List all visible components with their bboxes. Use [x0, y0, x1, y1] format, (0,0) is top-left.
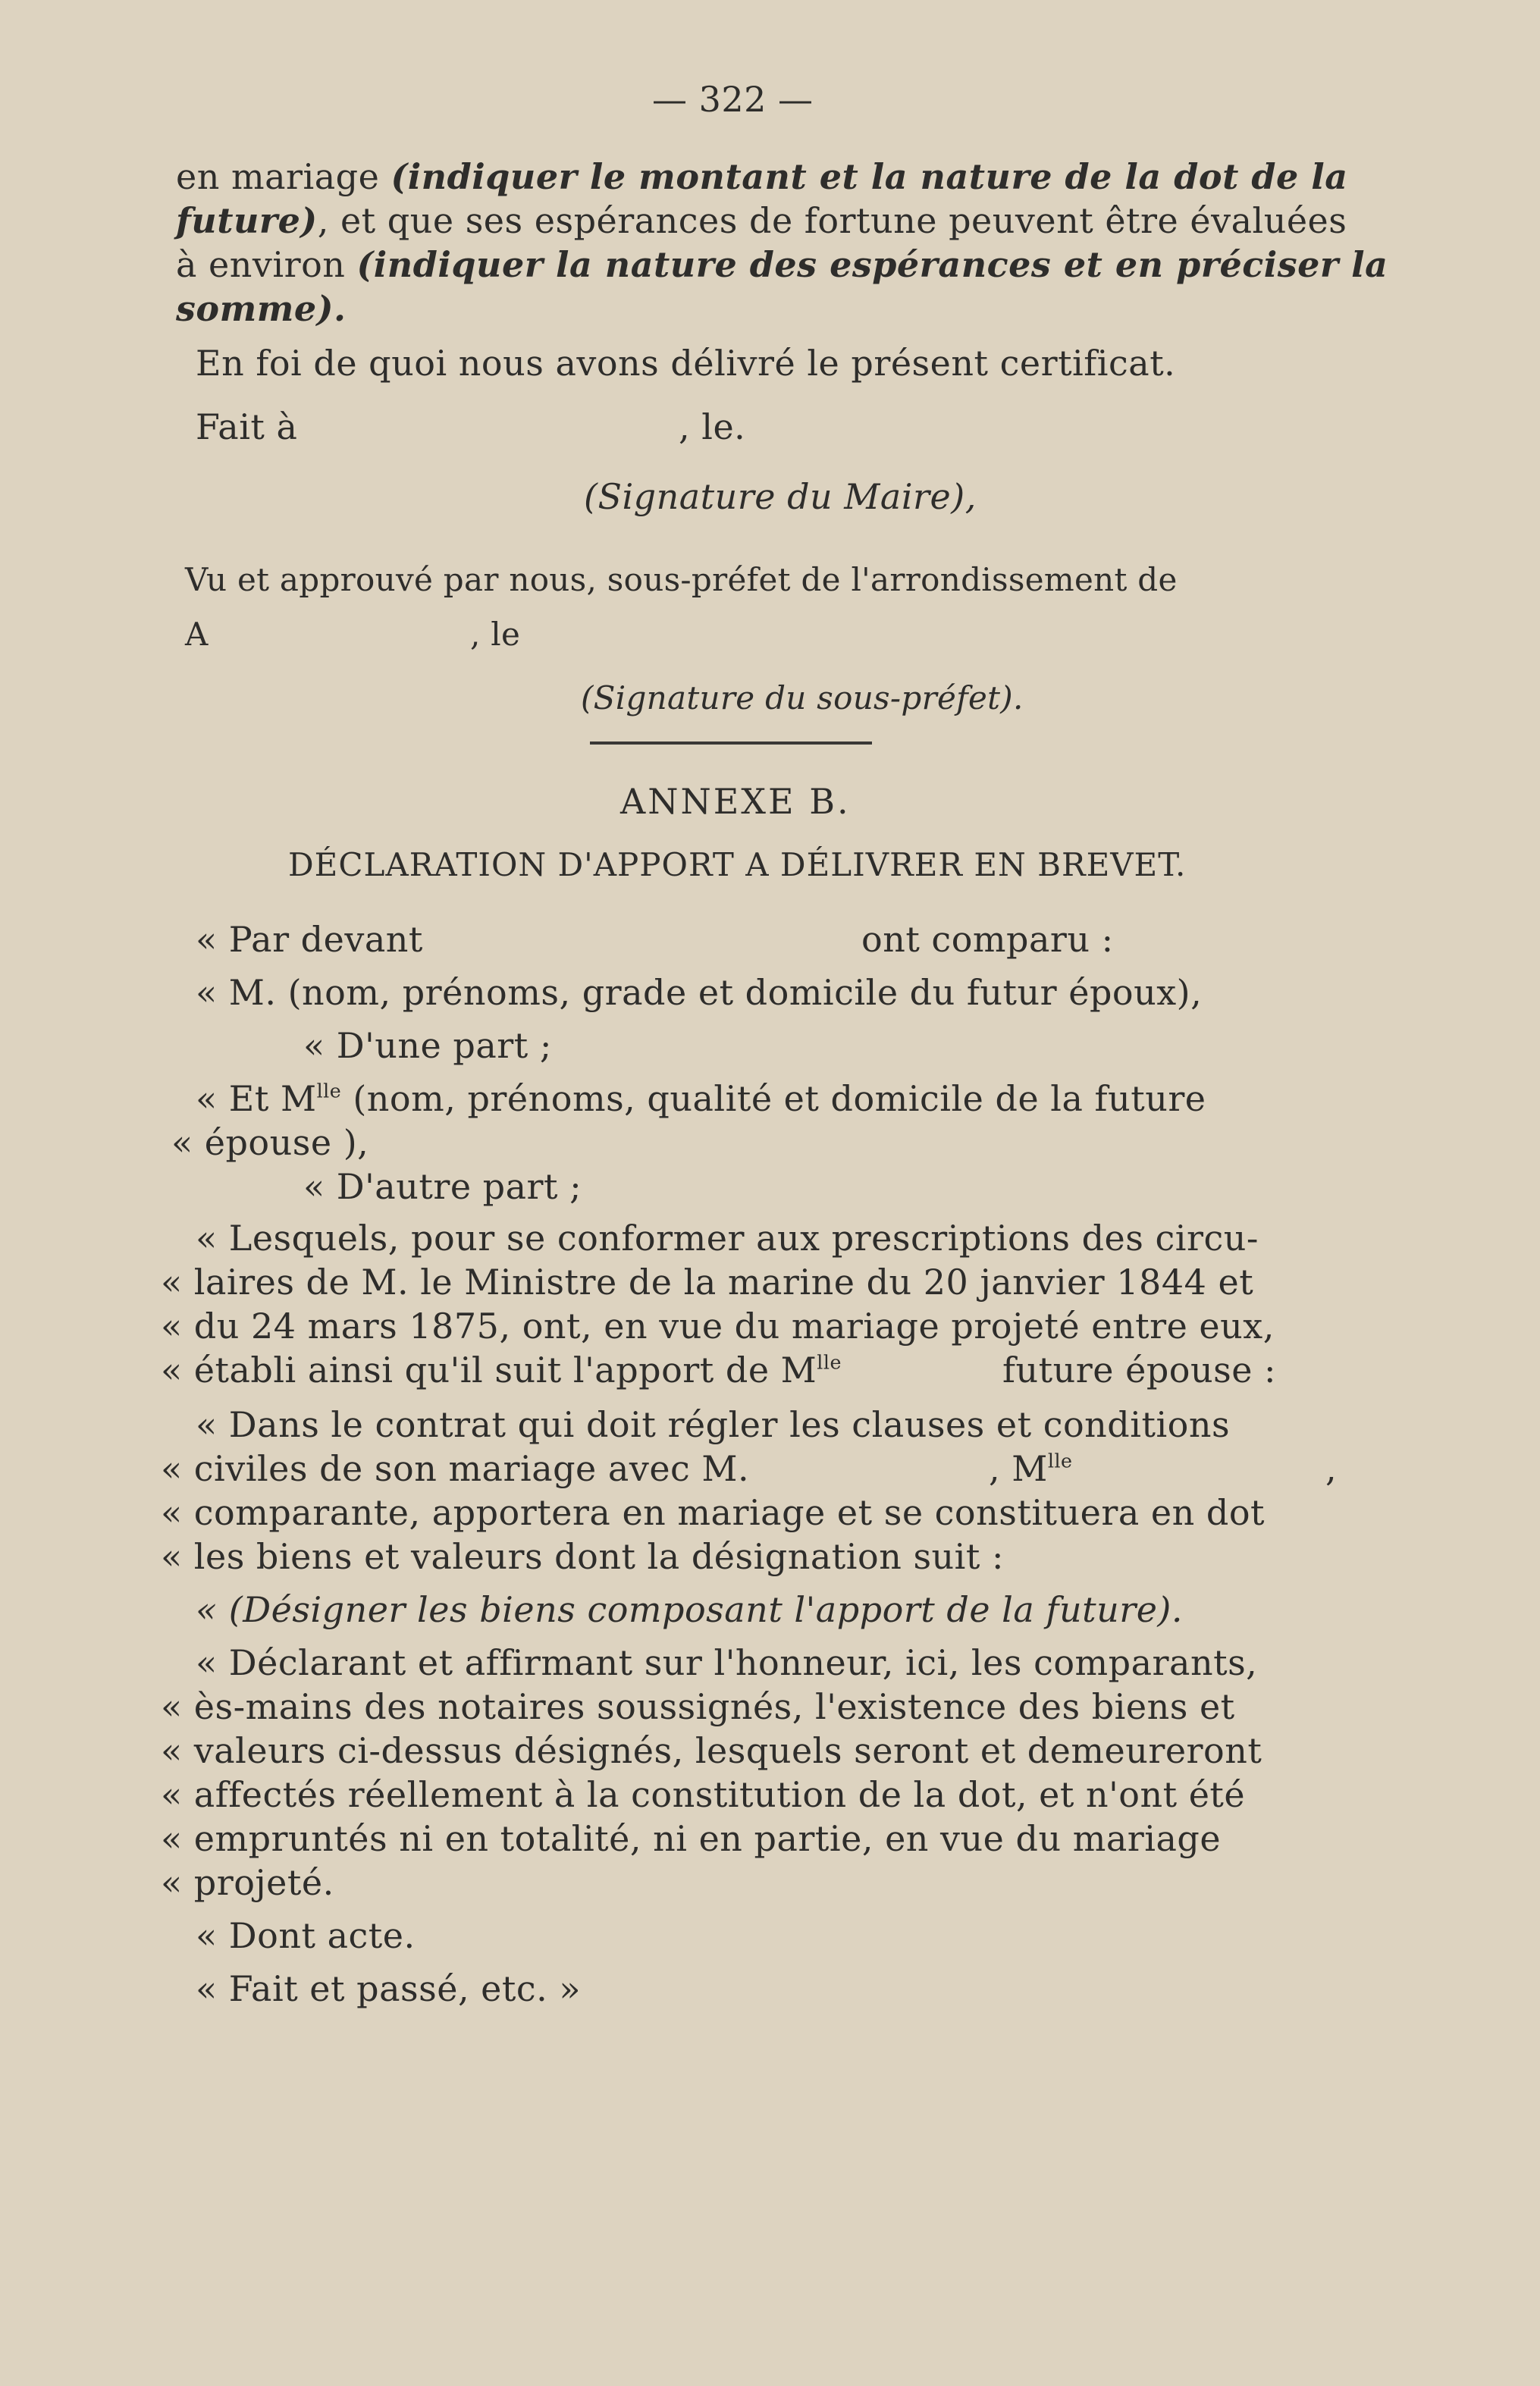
vu-approuve-line: Vu et approuvé par nous, sous-préfet de l'arrondissement de: [185, 561, 1178, 598]
page-number: — 322 —: [652, 79, 814, 120]
decl-line: « comparante, apportera en mariage et se constituera en dot: [161, 1492, 1266, 1533]
decl-line: [989, 1448, 1073, 1489]
decl-line: « Dans le contrat qui doit régler les clauses et conditions: [196, 1404, 1231, 1445]
decl-line: « Lesquels, pour se conformer aux prescriptions des circu-: [196, 1218, 1259, 1259]
vu-a-label: A: [185, 616, 209, 653]
text-run: « Et M: [196, 1078, 317, 1119]
superscript: lle: [1047, 1450, 1073, 1472]
decl-line: ont comparu :: [861, 919, 1114, 960]
text-run: à environ: [176, 244, 357, 285]
divider-rule: [590, 742, 872, 745]
decl-line: « du 24 mars 1875, ont, en vue du mariage projeté entre eux,: [161, 1306, 1275, 1347]
decl-line: « les biens et valeurs dont la désignation suit :: [161, 1536, 1004, 1577]
decl-line: « Déclarant et affirmant sur l'honneur, ici, les comparants,: [196, 1642, 1258, 1683]
decl-line: [161, 1350, 842, 1391]
superscript: lle: [817, 1351, 842, 1374]
fait-a-label: Fait à: [196, 406, 298, 447]
text-run: , et que ses espérances de fortune peuvent être évaluées: [317, 200, 1347, 241]
decl-line: ,: [1325, 1448, 1338, 1489]
decl-line: [196, 1078, 1206, 1119]
text-run: (nom, prénoms, qualité et domicile de la future: [341, 1078, 1206, 1119]
vu-le-label: , le: [470, 616, 521, 653]
decl-line: « civiles de son mariage avec M.: [161, 1448, 750, 1489]
decl-line: « laires de M. le Ministre de la marine du 20 janvier 1844 et: [161, 1262, 1254, 1303]
annex-subtitle: DÉCLARATION D'APPORT A DÉLIVRER EN BREVET.: [288, 846, 1187, 883]
decl-line: « D'une part ;: [303, 1025, 552, 1066]
fait-le-label: , le.: [679, 406, 746, 447]
decl-line: « empruntés ni en totalité, ni en partie, en vue du mariage: [161, 1818, 1222, 1859]
decl-line: « D'autre part ;: [303, 1166, 582, 1207]
text-run: , M: [989, 1448, 1048, 1489]
decl-line: « épouse ),: [171, 1122, 369, 1163]
text-run: « établi ainsi qu'il suit l'apport de M: [161, 1350, 817, 1391]
decl-line: « affectés réellement à la constitution de la dot, et n'ont été: [161, 1774, 1246, 1815]
text-line: [176, 156, 1348, 197]
decl-line: « projeté.: [161, 1862, 334, 1903]
signature-sous-prefet: (Signature du sous-préfet).: [581, 679, 1024, 716]
signature-maire: (Signature du Maire),: [584, 476, 977, 517]
decl-line: « Fait et passé, etc. »: [196, 1968, 582, 2009]
decl-line: « Dont acte.: [196, 1915, 416, 1956]
decl-line: « ès-mains des notaires soussignés, l'existence des biens et: [161, 1686, 1235, 1727]
decl-line: future épouse :: [1002, 1350, 1277, 1391]
en-foi-line: En foi de quoi nous avons délivré le présent certificat.: [196, 343, 1176, 384]
superscript: lle: [316, 1080, 342, 1102]
text-line: somme).: [176, 288, 347, 329]
text-run: en mariage: [176, 156, 391, 197]
decl-line: « valeurs ci-dessus désignés, lesquels seront et demeureront: [161, 1730, 1262, 1771]
text-line: [176, 200, 1347, 241]
decl-line: « Par devant: [196, 919, 423, 960]
italic-run: future): [176, 200, 318, 241]
decl-line: « (Désigner les biens composant l'apport de la future).: [196, 1589, 1183, 1630]
annex-title: ANNEXE B.: [620, 781, 851, 822]
italic-run: (indiquer le montant et la nature de la dot de la: [390, 156, 1348, 197]
italic-run: (indiquer la nature des espérances et en préciser la: [356, 244, 1388, 285]
decl-line: « M. (nom, prénoms, grade et domicile du futur époux),: [196, 972, 1203, 1013]
text-line: [176, 244, 1388, 285]
